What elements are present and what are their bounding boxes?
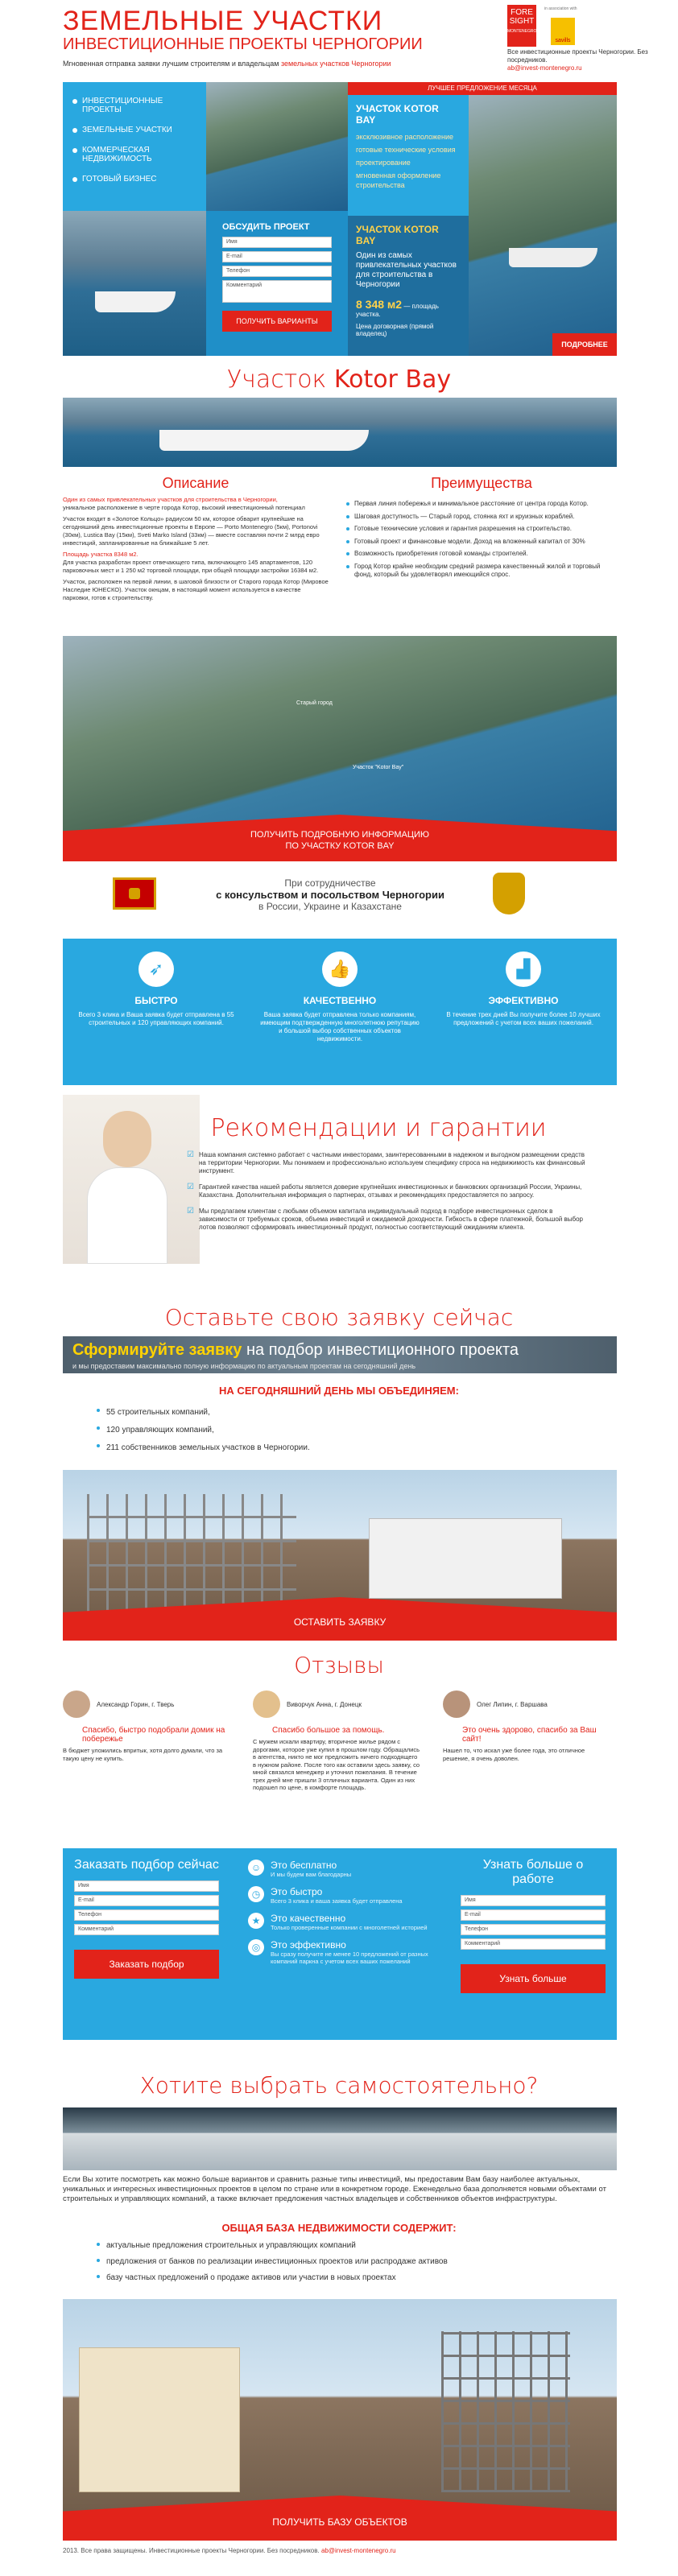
footer-text: 2013. Все права защищены. Инвестиционные проекты Черногории. Без посредников. <box>63 2547 320 2554</box>
self-photo <box>63 2107 617 2170</box>
header <box>63 6 482 68</box>
footer-email[interactable]: ab@invest-montenegro.ru <box>320 2547 396 2554</box>
nav-label: ГОТОВЫЙ БИЗНЕС <box>82 175 157 184</box>
get-database-button[interactable]: ПОЛУЧИТЬ БАЗУ ОБЪЕКТОВ <box>272 2516 407 2528</box>
bullet-icon <box>72 177 77 182</box>
avatar <box>443 1690 470 1718</box>
benefit-item <box>248 1860 433 1878</box>
guarantee-item <box>187 1183 589 1199</box>
request-title: Оставьте свою заявку сейчас <box>164 1304 514 1331</box>
scaffolding-image <box>87 1494 296 1615</box>
bullet-icon <box>72 128 77 133</box>
email-input[interactable]: E-mail <box>74 1895 219 1906</box>
email-input[interactable]: E-mail <box>222 251 332 262</box>
desc-area: Площадь участка 8348 м2. <box>63 551 138 558</box>
desc-paragraph: Для участка разработан проект отвечающего типа, включающего 145 апартаментов, 120 парковочных мест и 1 250 м2 торговой площади, при общей площади застройки 16384 м2. <box>63 559 319 574</box>
more-button[interactable]: ПОДРОБНЕЕ <box>552 333 617 356</box>
clock-icon: ◷ <box>248 1886 264 1902</box>
tagline-link[interactable]: земельных участков Черногории <box>280 60 391 68</box>
guarantee-item <box>187 1151 589 1175</box>
order-button[interactable]: Заказать подбор <box>74 1950 219 1979</box>
advantage-item: Шаговая доступность — Старый город, стоянка яхт и круизных кораблей. <box>346 510 617 523</box>
offer-photo <box>469 95 617 356</box>
guarantee-text: Гарантией качества нашей работы является доверие крупнейших инвестиционных и банковских организаций России, Украины, Казахстана. Дополнительная информация о партнерах, отзывах и рекомендациях предоставляется по запросу. <box>198 1183 582 1199</box>
description-title: Описание <box>162 475 229 491</box>
banner-sub: и мы предоставим максимально полную информацию по актуальным проектам на сегодняшний день <box>72 1362 416 1370</box>
review-head <box>253 1690 422 1718</box>
bullet-icon <box>72 148 77 153</box>
benefit-title: Это быстро <box>271 1886 323 1897</box>
review-text: В бюджет уложились впритык, хотя долго думали, что за такую цену не купить. <box>63 1747 223 1762</box>
offer-title: УЧАСТОК KOTOR BAY <box>356 103 439 126</box>
offer-feature: эксклюзивное расположение <box>356 133 454 141</box>
stat-item: 55 строительных компаний, <box>97 1404 499 1422</box>
photo-label-old-town: Старый город <box>296 700 333 706</box>
reviews-list <box>63 1690 617 1827</box>
benefit-item <box>248 1886 433 1905</box>
reviewer-name: Олег Липин, г. Варшава <box>477 1700 548 1708</box>
benefit-text: Всего 3 клика и ваша заявка будет отправлена <box>271 1897 403 1905</box>
nav-list <box>63 82 206 198</box>
email-input[interactable]: E-mail <box>461 1909 606 1921</box>
target-icon: ◎ <box>248 1939 264 1955</box>
offer-details <box>348 216 469 356</box>
partner-name: savills <box>555 38 571 43</box>
plot-title-b: Kotor Bay <box>333 365 452 394</box>
info-form <box>461 1858 606 1993</box>
banner-highlight: Сформируйте заявку <box>72 1341 242 1359</box>
db-title: ОБЩАЯ БАЗА НЕДВИЖИМОСТИ СОДЕРЖИТ: <box>221 2222 457 2234</box>
nav-item-commercial[interactable] <box>72 146 196 163</box>
offer-desc: Один из самых привлекательных участков для строительства в Черногории <box>356 251 457 289</box>
button-line: ПО УЧАСТКУ KOTOR BAY <box>285 841 395 851</box>
comment-input[interactable]: Комментарий <box>461 1938 606 1950</box>
advantages-title: Преимущества <box>431 475 532 491</box>
offer-area <box>356 298 461 318</box>
ship-image <box>95 291 176 312</box>
phone-input[interactable]: Телефон <box>74 1909 219 1921</box>
request-banner <box>63 1336 617 1373</box>
phone-input[interactable]: Телефон <box>461 1924 606 1935</box>
review-card <box>443 1690 612 1762</box>
review-head <box>443 1690 612 1718</box>
plot-title <box>0 365 678 394</box>
plot-banner-photo <box>63 398 617 467</box>
benefit-item <box>248 1939 433 1965</box>
offer-badge: ЛУЧШЕЕ ПРЕДЛОЖЕНИЕ МЕСЯЦА <box>348 82 617 95</box>
feature-text: Ваша заявка будет отправлена только компаниям, имеющим подтвержденную многолетнюю репутацию и большой выбор собственных объектов недвижимости. <box>260 1011 420 1042</box>
shirt-image <box>87 1167 167 1264</box>
db-item: предложения от банков по реализации инвестиционных проектов или распродаже активов <box>97 2254 580 2270</box>
area-label: — площадь участка. <box>356 303 439 318</box>
reviewer-name: Александр Горин, г. Тверь <box>97 1700 175 1708</box>
area-value: 8 348 м2 <box>356 298 403 311</box>
face-image <box>103 1111 151 1167</box>
benefit-title: Это эффективно <box>271 1939 346 1951</box>
partner-logo <box>551 18 575 45</box>
footer <box>63 2547 617 2554</box>
stat-item: 120 управляющих компаний, <box>97 1422 499 1439</box>
self-construction-photo <box>63 2299 617 2541</box>
name-input[interactable]: Имя <box>74 1880 219 1892</box>
leave-request-button[interactable]: ОСТАВИТЬ ЗАЯВКУ <box>293 1616 387 1628</box>
benefit-title: Это качественно <box>271 1913 346 1924</box>
plot-info-button[interactable] <box>63 829 617 852</box>
desc-lead-2: уникальное расположение в черте города Котор, высокий инвестиционный потенциал <box>63 504 305 511</box>
desc-lead: Один из самых привлекательных участков для строительства в Черногории, <box>63 496 278 503</box>
offer-feature: готовые технические условия <box>356 146 456 154</box>
guarantees-list <box>187 1151 589 1232</box>
banner-rest: на подбор инвестиционного проекта <box>246 1341 519 1359</box>
advantage-item: Возможность приобретения готовой команды строителей. <box>346 547 617 560</box>
features-section <box>63 939 617 1085</box>
reviews-title: Отзывы <box>294 1652 384 1678</box>
bullet-icon <box>72 99 77 104</box>
photo-label-plot: Участок "Kotor Bay" <box>353 765 404 770</box>
offer-features <box>356 132 461 190</box>
thumbs-up-icon: 👍 <box>322 952 358 987</box>
desc-paragraph: Участок входит в «Золотое Кольцо» радиусом 50 км, которое обварит крупнейшие на сегодняшний день инвестиционные проекты в Европе — Porto Montenegro (5км), Portonovi (30км), Lustica Bay (15км), Sveti Marko Island (33км) — вместе составляя почти 2 млрд евро инвестиций, запланированные на ближайшие 5 лет. <box>63 515 320 547</box>
header-email[interactable]: ab@invest-montenegro.ru <box>507 64 582 72</box>
guarantee-text: Мы предлагаем клиентам с любыми объемом капитала индивидуальный подход в подборе инвестиционных сделок в зависимости от требуемых сроков, объема инвестиций и ожидаемой доходности. Гибкость в сфере платежной, большой выбор лотов позволяют сформировать инвестиционный продукт, полностью соответствующий ожиданиям клиента. <box>198 1208 583 1231</box>
logo-line-2: SIGHT <box>509 17 535 26</box>
reviewer-name: Виворчук Анна, г. Донецк <box>287 1700 362 1708</box>
feature-text: В течение трех дней Вы получите более 10 лучших предложений с учетом всех ваших пожеланий. <box>446 1011 601 1026</box>
hero-form <box>206 211 348 356</box>
coop-line-1: При сотрудничестве <box>284 877 376 889</box>
partner-caption: in association with <box>544 6 577 11</box>
advantage-item: Готовые технические условия и гарантия разрешения на строительство. <box>346 522 617 535</box>
self-title: Хотите выбрать самостоятельно? <box>139 2072 539 2099</box>
review-text: С мужем искали квартиру, вторичное жилье рядом с дорогами, которое уже купил в прошлом году. Обращались в агентства, никто не мог предложить ничего подходящего в нужном районе. После того как оставили здесь заявку, со мной связался менеджер и уточнил пожелания. В течение трех дней мне пришли 3 отличных варианта. Один из них подошел по цене, в комфорте площадь. <box>253 1738 420 1791</box>
review-quote: Спасибо, быстро подобрали домик на побережье <box>82 1726 225 1744</box>
desc-paragraph: Участок, расположен на первой линии, в шаговой близости от Старого города Котор (Мировое Наследие ЮНЕСКО). Участок окнцам, в настоящий момент используется в качестве парковки, готов к строительству. <box>63 578 329 601</box>
benefit-text: Вы сразу получите не менее 10 предложений от разных компаний паркна с учетом всех ваших пожеланий <box>271 1951 428 1965</box>
button-line: ПОЛУЧИТЬ ПОДРОБНУЮ ИНФОРМАЦИЮ <box>250 830 430 840</box>
feature-effective <box>443 952 604 1027</box>
check-icon: ☑ <box>187 1207 194 1216</box>
db-list <box>97 2238 580 2286</box>
guarantee-item <box>187 1208 589 1232</box>
chart-icon: ▟ <box>506 952 541 987</box>
description-text <box>63 496 329 602</box>
feature-text: Всего 3 клика и Ваша заявка будет отправлена в 55 строительных и 120 управляющих компаний. <box>78 1011 234 1026</box>
plot-title-a: Участок <box>226 365 327 394</box>
offer-summary <box>348 95 469 216</box>
order-form <box>74 1858 219 1979</box>
review-quote: Спасибо большое за помощь. <box>272 1726 385 1735</box>
advantage-item: Первая линия побережья и минимальное расстояние от центра города Котор. <box>346 497 617 510</box>
offer-feature: мгновенная оформление строительства <box>356 171 441 189</box>
advantage-item: Город Котор крайне необходим средний размера качественный жилой и торговый фонд, который бы удовлетворял имеющийся спрос. <box>346 560 617 580</box>
logo-line-1: FORE <box>511 8 533 17</box>
avatar <box>253 1690 280 1718</box>
advantages-list <box>346 497 617 580</box>
benefit-title: Это бесплатно <box>271 1860 337 1871</box>
feature-title: БЫСТРО <box>134 995 178 1006</box>
feature-title: КАЧЕСТВЕННО <box>303 995 377 1006</box>
coop-line-2: с консульством и посольством Черногории <box>216 889 444 901</box>
db-item: актуальные предложения строительных и управляющих компаний <box>97 2238 580 2254</box>
order-form-title: Заказать подбор сейчас <box>74 1858 219 1872</box>
rocket-icon: ➶ <box>138 952 174 987</box>
star-icon: ★ <box>248 1913 264 1929</box>
self-text: Если Вы хотите посмотреть как можно больше вариантов и сравнить разные типы инвестиций, мы предоставим Вам базу наиболее актуальных, уникальных и интересных инвестиционных проектов в целом по стране или в конкретном городе. Еженедельно база дополняется новыми объектами от строительных и управляющих компаний, а также включает предложения частных владельцев и собственников объектов инфраструктуры. <box>63 2175 606 2203</box>
review-quote: Это очень здорово, спасибо за Ваш сайт! <box>462 1726 597 1744</box>
hero-photo-ship <box>63 211 206 356</box>
nav-item-invest[interactable] <box>72 97 196 114</box>
header-desc <box>507 48 668 72</box>
hero-photo-bay <box>206 82 348 211</box>
offer-price: Цена договорная (прямой владелец) <box>356 323 434 337</box>
logo-line-3: MONTENEGRO <box>507 29 537 34</box>
coop-line-3: в России, Украине и Казахстане <box>258 901 402 912</box>
banner-headline <box>63 1336 617 1364</box>
building-image <box>79 2347 240 2492</box>
benefit-item <box>248 1913 433 1931</box>
offer-name: УЧАСТОК KOTOR BAY <box>356 224 439 246</box>
smile-icon: ☺ <box>248 1860 264 1876</box>
building-image <box>369 1518 562 1599</box>
construction-photo <box>63 1470 617 1641</box>
plot-aerial-photo <box>63 636 617 861</box>
benefit-text: Только проверенные компании с многолетней историей <box>271 1924 428 1931</box>
nav-item-land[interactable] <box>72 126 196 134</box>
learn-more-button[interactable]: Узнать больше <box>461 1964 606 1993</box>
phone-input[interactable]: Телефон <box>222 266 332 277</box>
nav-label: ЗЕМЕЛЬНЫЕ УЧАСТКИ <box>82 126 172 134</box>
ship-image <box>159 430 369 451</box>
unite-title: НА СЕГОДНЯШНИЙ ДЕНЬ МЫ ОБЪЕДИНЯЕМ: <box>219 1385 459 1397</box>
name-input[interactable]: Имя <box>222 237 332 248</box>
stat-item: 211 собственников земельных участков в Черногории. <box>97 1439 499 1457</box>
offer-feature: проектирование <box>356 159 411 167</box>
guarantees-title: Рекомендации и гарантии <box>210 1114 547 1142</box>
scaffolding-image <box>441 2331 570 2492</box>
nav-label: КОММЕРЧЕСКАЯ НЕДВИЖИМОСТЬ <box>82 146 152 163</box>
guarantee-text: Наша компания системно работает с частными инвесторами, заинтересованными в надежном и выгодном размещении средств на территории Черногории. Мы понимаем и профессионально используем специфику спроса на недвижимость как финансовый инструмент. <box>198 1151 585 1174</box>
stats-list <box>97 1404 499 1457</box>
offer-block <box>348 82 617 356</box>
nav-item-business[interactable] <box>72 175 196 184</box>
review-text: Нашел то, что искал уже более года, это отличное решение, я очень доволен. <box>443 1747 585 1762</box>
coat-of-arms-icon <box>493 873 525 914</box>
avatar <box>63 1690 90 1718</box>
tagline-text: Мгновенная отправка заявки лучшим строителям и владельцам <box>63 60 279 68</box>
ship-image <box>509 248 597 267</box>
feature-quality <box>259 952 420 1043</box>
site-subtitle: ИНВЕСТИЦИОННЫЕ ПРОЕКТЫ ЧЕРНОГОРИИ <box>63 35 423 53</box>
review-card <box>63 1690 232 1762</box>
form-title: ОБСУДИТЬ ПРОЕКТ <box>222 222 310 232</box>
benefit-text: И мы будем вам благодарны <box>271 1871 352 1878</box>
site-title: ЗЕМЕЛЬНЫЕ УЧАСТКИ <box>63 6 383 36</box>
review-card <box>253 1690 422 1792</box>
montenegro-flag-icon <box>113 877 156 910</box>
feature-fast <box>76 952 237 1027</box>
db-item: базу частных предложений о продаже активов или участии в новых проектах <box>97 2270 580 2286</box>
advantage-item: Готовый проект и финансовые модели. Доход на вложенный капитал от 30% <box>346 535 617 548</box>
tagline <box>63 60 482 68</box>
benefits-list <box>248 1860 433 1965</box>
feature-title: ЭФФЕКТИВНО <box>488 995 559 1006</box>
review-head <box>63 1690 232 1718</box>
logo[interactable] <box>507 5 536 47</box>
cooperation <box>177 877 483 912</box>
name-input[interactable]: Имя <box>461 1895 606 1906</box>
eagle-emblem-icon <box>129 888 140 899</box>
nav-label: ИНВЕСТИЦИОННЫЕ ПРОЕКТЫ <box>82 97 163 114</box>
get-options-button[interactable]: ПОЛУЧИТЬ ВАРИАНТЫ <box>222 311 332 332</box>
header-desc-text: Все инвестиционные проекты Черногории. Без посредников. <box>507 48 648 64</box>
check-icon: ☑ <box>187 1183 194 1191</box>
info-form-title: Узнать больше о работе <box>482 1858 584 1886</box>
bottom-forms <box>63 1848 617 2040</box>
comment-input[interactable]: Комментарий <box>74 1924 219 1935</box>
comment-input[interactable]: Комментарий <box>222 280 332 303</box>
check-icon: ☑ <box>187 1150 194 1159</box>
